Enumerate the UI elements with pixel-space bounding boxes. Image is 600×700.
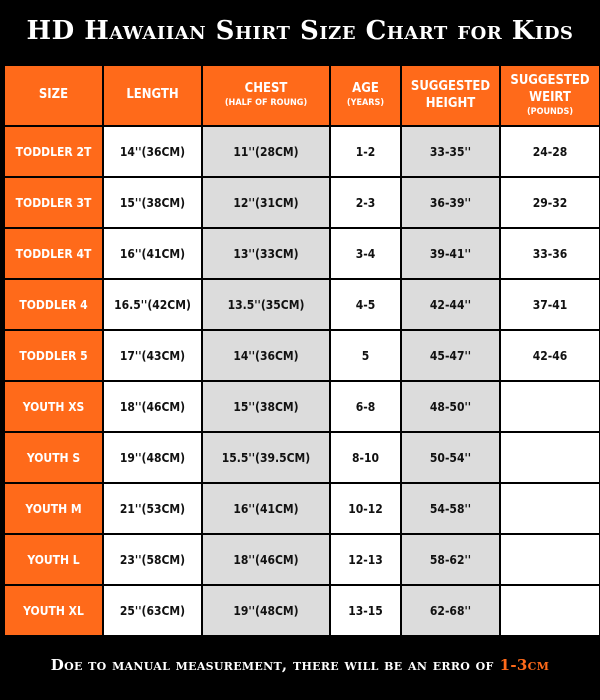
- size-cell: TODDLER 5: [5, 331, 102, 380]
- height-cell: 45-47'': [402, 331, 499, 380]
- header-size: SIZE: [5, 66, 102, 125]
- height-cell: 62-68'': [402, 586, 499, 635]
- height-cell: 48-50'': [402, 382, 499, 431]
- size-cell: YOUTH M: [5, 484, 102, 533]
- weight-cell: 42-46: [501, 331, 599, 380]
- footer-highlight: 1-3cm: [499, 656, 550, 674]
- table-row: [5, 382, 599, 431]
- length-cell: 21''(53CM): [104, 484, 201, 533]
- age-cell: 3-4: [331, 229, 400, 278]
- header-length: LENGTH: [104, 66, 201, 125]
- header-height: SUGGESTED HEIGHT: [402, 66, 499, 125]
- height-cell: 36-39'': [402, 178, 499, 227]
- length-cell: 16.5''(42CM): [104, 280, 201, 329]
- size-cell: YOUTH L: [5, 535, 102, 584]
- size-cell: TODDLER 2T: [5, 127, 102, 176]
- chest-cell: 18''(46CM): [203, 535, 329, 584]
- chest-cell: 16''(41CM): [203, 484, 329, 533]
- weight-cell: [501, 586, 599, 635]
- header-chest: CHEST (HALF OF ROUNG): [203, 66, 329, 125]
- height-cell: 33-35'': [402, 127, 499, 176]
- age-cell: 1-2: [331, 127, 400, 176]
- table-row: [5, 535, 599, 584]
- size-cell: TODDLER 4T: [5, 229, 102, 278]
- age-cell: 13-15: [331, 586, 400, 635]
- table-row: [5, 178, 599, 227]
- table-row: [5, 433, 599, 482]
- length-cell: 23''(58CM): [104, 535, 201, 584]
- weight-cell: 37-41: [501, 280, 599, 329]
- length-cell: 18''(46CM): [104, 382, 201, 431]
- weight-cell: [501, 484, 599, 533]
- size-cell: YOUTH XL: [5, 586, 102, 635]
- size-cell: YOUTH XS: [5, 382, 102, 431]
- chest-cell: 19''(48CM): [203, 586, 329, 635]
- weight-cell: 33-36: [501, 229, 599, 278]
- height-cell: 58-62'': [402, 535, 499, 584]
- height-cell: 50-54'': [402, 433, 499, 482]
- chart-title: HD Hawaiian Shirt Size Chart for Kids: [26, 16, 574, 46]
- height-cell: 39-41'': [402, 229, 499, 278]
- chest-cell: 13.5''(35CM): [203, 280, 329, 329]
- header-age: AGE (YEARS): [331, 66, 400, 125]
- chest-cell: 15.5''(39.5CM): [203, 433, 329, 482]
- chest-cell: 11''(28CM): [203, 127, 329, 176]
- chest-cell: 14''(36CM): [203, 331, 329, 380]
- age-cell: 8-10: [331, 433, 400, 482]
- length-cell: 19''(48CM): [104, 433, 201, 482]
- age-cell: 2-3: [331, 178, 400, 227]
- header-weight: SUGGESTED WEIRT (POUNDS): [501, 66, 599, 125]
- size-cell: TODDLER 3T: [5, 178, 102, 227]
- table-row: [5, 331, 599, 380]
- age-cell: 10-12: [331, 484, 400, 533]
- table-body: [5, 127, 599, 635]
- table-row: [5, 280, 599, 329]
- chest-cell: 12''(31CM): [203, 178, 329, 227]
- weight-cell: [501, 535, 599, 584]
- header-row: [5, 66, 599, 125]
- height-cell: 54-58'': [402, 484, 499, 533]
- table-row: [5, 127, 599, 176]
- size-table: [3, 64, 600, 637]
- chest-cell: 15''(38CM): [203, 382, 329, 431]
- age-cell: 5: [331, 331, 400, 380]
- weight-cell: [501, 433, 599, 482]
- length-cell: 25''(63CM): [104, 586, 201, 635]
- footer-note: [0, 640, 600, 690]
- table-row: [5, 484, 599, 533]
- footer-text: Doe to manual measurement, there will be an erro of: [50, 656, 494, 674]
- age-cell: 12-13: [331, 535, 400, 584]
- size-cell: TODDLER 4: [5, 280, 102, 329]
- table-row: [5, 229, 599, 278]
- chest-cell: 13''(33CM): [203, 229, 329, 278]
- weight-cell: 24-28: [501, 127, 599, 176]
- length-cell: 14''(36CM): [104, 127, 201, 176]
- length-cell: 17''(43CM): [104, 331, 201, 380]
- length-cell: 15''(38CM): [104, 178, 201, 227]
- height-cell: 42-44'': [402, 280, 499, 329]
- age-cell: 6-8: [331, 382, 400, 431]
- weight-cell: 29-32: [501, 178, 599, 227]
- age-cell: 4-5: [331, 280, 400, 329]
- size-cell: YOUTH S: [5, 433, 102, 482]
- table-row: [5, 586, 599, 635]
- length-cell: 16''(41CM): [104, 229, 201, 278]
- weight-cell: [501, 382, 599, 431]
